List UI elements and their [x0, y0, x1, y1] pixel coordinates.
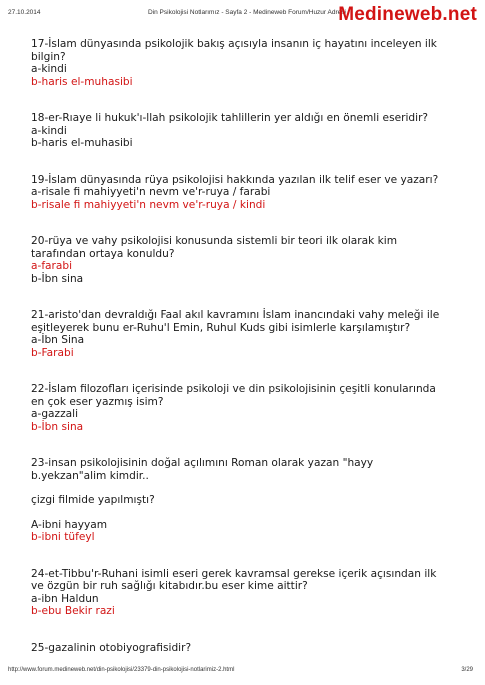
option-b: b-Farabi	[31, 346, 74, 359]
question-20	[31, 235, 451, 285]
document-body	[31, 38, 451, 678]
question-25	[31, 642, 451, 655]
question-text-continued: çizgi filmide yapılmıştı?	[31, 494, 155, 506]
question-text: 23-insan psikolojisinin doğal açılımını Roman olarak yazan "hayy b.yekzan"alim kimdir..	[31, 457, 374, 482]
option-b: b-ibni tüfeyl	[31, 531, 95, 543]
page-header	[0, 0, 485, 30]
page-number: 3/29	[461, 667, 473, 673]
question-text: 21-aristo'dan devraldığı Faal akıl kavramını İslam inancındaki vahy meleği ile eşitleyerek bunu er-Ruhu'l Emin, Ruhul Kuds gibi isimlerle karşılamıştır?	[31, 309, 440, 334]
question-text: 17-İslam dünyasında psikolojik bakış açısıyla insanın iç hayatını inceleyen ilk bilgin?	[31, 38, 437, 63]
option-a: A-ibni hayyam	[31, 518, 108, 531]
question-text: 24-et-Tibbu'r-Ruhani isimli eseri gerek kavramsal gerekse içerik açısından ilk ve özgün bir ruh sağlığı kitabıdır.bu eser kime aittir?	[31, 567, 437, 592]
question-23	[31, 457, 451, 544]
option-a: a-gazzali	[31, 408, 79, 420]
question-text: 20-rüya ve vahy psikolojisi konusunda sistemli bir teori ilk olarak kim tarafından ortaya konuldu?	[31, 235, 398, 260]
question-19	[31, 174, 451, 212]
question-24	[31, 568, 451, 618]
option-b: b-ebu Bekir razi	[31, 605, 115, 617]
option-a: a-risale fi mahiyyeti'n nevm ve'r-ruya / farabi	[31, 186, 271, 198]
header-date: 27.10.2014	[8, 9, 41, 16]
header-title: Din Psikolojisi Notlarımız - Sayfa 2 - Medineweb Forum/Huzur Adresi	[148, 9, 346, 16]
question-text: 22-İslam filozofları içerisinde psikoloji ve din psikolojisinin çeşitli konularında en çok eser yazmış isim?	[31, 383, 436, 408]
option-b: b-İbn sina	[31, 420, 84, 433]
option-a: a-kindi	[31, 63, 67, 75]
option-a: a-İbn Sina	[31, 334, 85, 346]
question-text: 25-gazalinin otobiyografisidir?	[31, 641, 192, 654]
site-logo: Medineweb.net	[338, 4, 477, 25]
question-18	[31, 112, 451, 150]
option-b: b-risale fi mahiyyeti'n nevm ve'r-ruya / kindi	[31, 198, 266, 211]
question-17	[31, 38, 451, 88]
question-text: 19-İslam dünyasında rüya psikolojisi hakkında yazılan ilk telif eser ve yazarı?	[31, 173, 439, 186]
option-a: a-ibn Haldun	[31, 592, 99, 605]
option-a: a-farabi	[31, 260, 73, 272]
question-text: 18-er-Rıaye li hukuk'ı-llah psikolojik tahlillerin yer aldığı en önemli eseridir?	[31, 112, 429, 124]
option-a: a-kindi	[31, 124, 67, 137]
question-22	[31, 383, 451, 433]
question-21	[31, 309, 451, 359]
page-footer	[0, 663, 485, 681]
option-b: b-İbn sina	[31, 272, 84, 285]
option-b: b-haris el-muhasibi	[31, 75, 133, 88]
option-b: b-haris el-muhasibi	[31, 137, 133, 149]
footer-url[interactable]: http://www.forum.medineweb.net/din-psikolojisi/23379-din-psikolojisi-notlarimiz-2.html	[8, 667, 235, 673]
